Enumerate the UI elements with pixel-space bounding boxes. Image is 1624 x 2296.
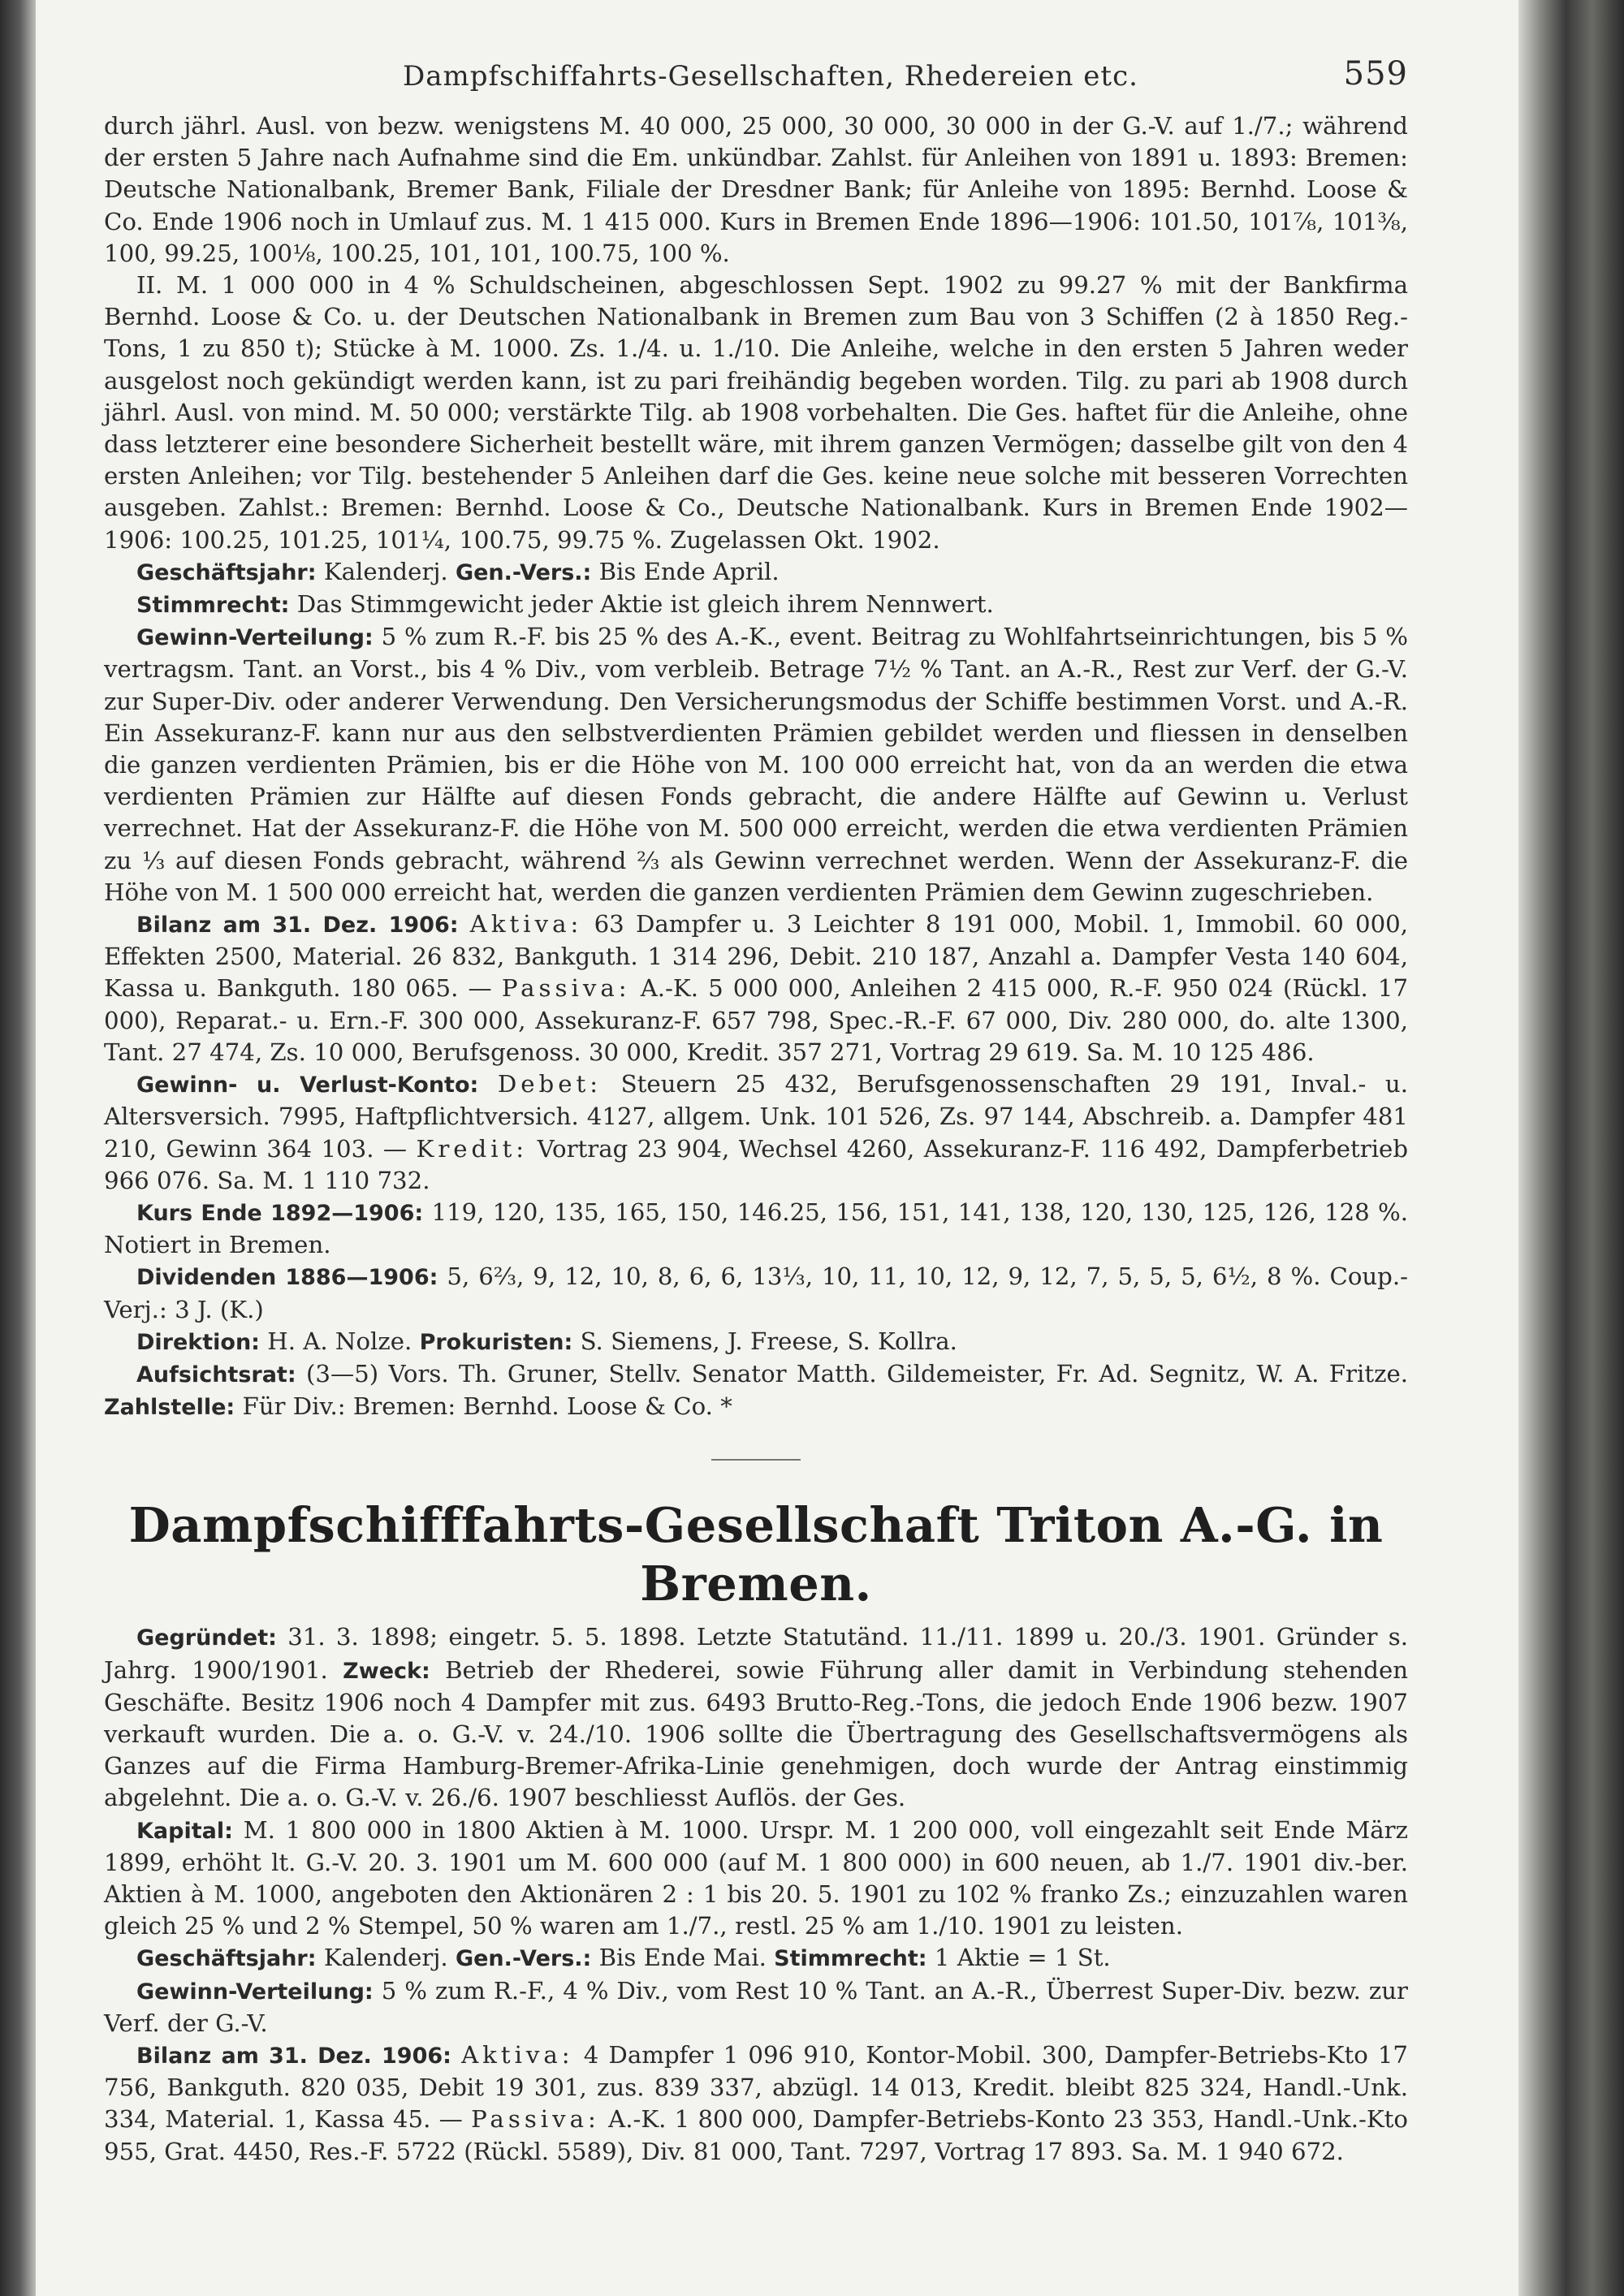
gegruendet-value: 31. 3. 1898; eingetr. 5. 5. 1898. Letzte Statutänd. 11./11. 1899 u. 20./3. 1901. Gründer s. Jahrg. 1900/1901.: [104, 1623, 1409, 1684]
stimmrecht-value: Das Stimmgewicht jeder Aktie ist gleich ihrem Nennwert.: [296, 590, 994, 619]
kapital-label: Kapital:: [136, 1818, 233, 1844]
stimmrecht-label: Stimmrecht:: [136, 593, 290, 619]
triton-geschaeftsjahr-value: Kalenderj.: [323, 1944, 448, 1972]
triton-gegruendet: [104, 1621, 1408, 1814]
page-number: 559: [1343, 55, 1408, 93]
bilanz-passiva-value: A.-K. 5 000 000, Anleihen 2 415 000, R.-F. 950 024 (Rückl. 17 000), Reparat.- u. Ern.-F. 300 000, Assekuranz-F. 657 798, Spec.-R.-F. 67 000, Div. 280 000, do. alte 1300, Tant. 27 474, Zs. 10 000, Berufsgenoss. 30 000, Kredit. 357 271, Vortrag 29 619. Sa. M. 10 125 486.: [104, 974, 1409, 1066]
prev-geschaeftsjahr: [104, 556, 1408, 589]
dividenden-value: 5, 6⅔, 9, 12, 10, 8, 6, 6, 13⅓, 10, 11, 10, 12, 9, 12, 7, 5, 5, 5, 6½, 8 %. Coup.-Verj.: 3 J. (K.): [104, 1262, 1409, 1323]
aufsichtsrat-label: Aufsichtsrat:: [136, 1362, 296, 1388]
running-title: Dampfschiffahrts-Gesellschaften, Rhedereien etc.: [403, 60, 1138, 93]
kapital-value: M. 1 800 000 in 1800 Aktien à M. 1000. Urspr. M. 1 200 000, voll eingezahlt seit Ende März 1899, erhöht lt. G.-V. 20. 3. 1901 um M. 600 000 (auf M. 1 800 000) in 600 neuen, ab 1./7. 1901 div.-ber. Aktien à M. 1000, angeboten den Aktionären 2 : 1 bis 20. 5. 1901 zu 102 % franko Zs.; einzuzahlen waren gleich 25 % und 2 % Stempel, 50 % waren am 1./7., restl. 25 % am 1./10. 1901 zu leisten.: [104, 1815, 1409, 1940]
prokuristen-value: S. Siemens, J. Freese, S. Kollra.: [580, 1327, 957, 1355]
triton-bilanz-passiva-value: A.-K. 1 800 000, Dampfer-Betriebs-Konto 23 353, Handl.-Unk.-Kto 955, Grat. 4450, Res.-F. 5722 (Rückl. 5589), Div. 81 000, Tant. 7297, Vortrag 17 893. Sa. M. 1 940 672.: [104, 2105, 1408, 2165]
prev-para-2: II. M. 1 000 000 in 4 % Schuldscheinen, abgeschlossen Sept. 1902 zu 99.27 % mit der Bankfirma Bernhd. Loose & Co. u. der Deutschen Nationalbank in Bremen zum Bau von 3 Schiffen (2 à 1850 Reg.-Tons, 1 zu 850 t); Stücke à M. 1000. Zs. 1./4. u. 1./10. Die Anleihe, welche in den ersten 5 Jahren weder ausgelost noch gekündigt werden kann, ist zu pari freihändig begeben worden. Tilg. zu pari ab 1908 durch jährl. Ausl. von mind. M. 50 000; verstärkte Tilg. ab 1908 vorbehalten. Die Ges. haftet für die Anleihe, ohne dass letzterer eine besondere Sicherheit bestellt wäre, mit ihrem ganzen Vermögen; dasselbe gilt von den 4 ersten Anleihen; vor Tilg. bestehender 5 Anleihen darf die Ges. keine neue solche mit besseren Vorrechten ausgeben. Zahlst.: Bremen: Bernhd. Loose & Co., Deutsche Nationalbank. Kurs in Bremen Ende 1902—1906: 100.25, 101.25, 101¼, 100.75, 99.75 %. Zugelassen Okt. 1902.: [104, 271, 1408, 554]
triton-bilanz-aktiva-label: Aktiva:: [461, 2040, 574, 2069]
triton-bilanz: [104, 2039, 1408, 2168]
triton-gewinn-verteilung: [104, 1975, 1408, 2039]
geschaeftsjahr-label: Geschäftsjahr:: [136, 559, 317, 585]
zweck-value: Betrieb der Rhederei, sowie Führung aller damit in Verbindung stehenden Geschäfte. Besitz 1906 noch 4 Dampfer mit zus. 6493 Brutto-Reg.-Tons, die jedoch Ende 1906 bezw. 1907 verkauft wurden. Die a. o. G.-V. v. 24./10. 1906 sollte die Übertragung des Gesellschaftsvermögens als Ganzes auf die Firma Hamburg-Bremer-Afrika-Linie genehmigen, doch wurde der Antrag einstimmig abgelehnt. Die a. o. G.-V. v. 26./6. 1907 beschliesst Auflös. der Ges.: [104, 1655, 1409, 1812]
kurs-value: 119, 120, 135, 165, 150, 146.25, 156, 151, 141, 138, 120, 130, 125, 126, 128 %. Notiert in Bremen.: [104, 1198, 1409, 1259]
guv-debet-value: Steuern 25 432, Berufsgenossenschaften 29 191, Inval.- u. Altersversich. 7995, Haftpflichtversich. 4127, allgem. Unk. 101 526, Zs. 97 144, Abschreib. a. Dampfer 481 210, Gewinn 364 103. —: [104, 1070, 1408, 1163]
guv-debet-label: Debet:: [497, 1070, 603, 1098]
page-content: [104, 54, 1408, 2168]
triton-genvers-label: Gen.-Vers.:: [455, 1946, 592, 1972]
bilanz-passiva-label: Passiva:: [501, 974, 631, 1003]
book-gutter-left: [0, 0, 36, 2296]
triton-bilanz-passiva-label: Passiva:: [471, 2105, 600, 2134]
gewinn-value: 5 % zum R.-F. bis 25 % des A.-K., event. Beitrag zu Wohlfahrtseinrichtungen, bis 5 % vertragsm. Tant. an Vorst., bis 4 % Div., vom verbleib. Betrage 7½ % Tant. an A.-R., Rest zur Verf. der G.-V. zur Super-Div. oder anderer Verwendung. Den Versicherungsmodus der Schiffe bestimmen Vorst. und A.-R. Ein Assekuranz-F. kann nur aus den selbstverdienten Prämien gebildet werden und fliessen in denselben die ganzen verdienten Prämien, bis er die Höhe von M. 100 000 erreicht hat, von da an werden die etwa verdienten Prämien zur Hälfte auf diesen Fonds gebracht, die andere Hälfte auf Gewinn u. Verlust verrechnet. Hat der Assekuranz-F. die Höhe von M. 500 000 erreicht, werden die etwa verdienten Prämien zu ⅓ auf diesen Fonds gebracht, während ⅔ als Gewinn verrechnet werden. Wenn der Assekuranz-F. die Höhe von M. 1 500 000 erreicht hat, werden die ganzen verdienten Prämien dem Gewinn zugeschrieben.: [104, 623, 1408, 906]
prev-stimmrecht: [104, 589, 1408, 621]
running-head: [104, 54, 1408, 110]
guv-label: Gewinn- u. Verlust-Konto:: [136, 1072, 479, 1098]
bilanz-aktiva-label: Aktiva:: [469, 910, 583, 939]
prev-dividenden: [104, 1261, 1408, 1325]
triton-geschaeftsjahr: [104, 1942, 1408, 1974]
guv-kredit-value: Vortrag 23 904, Wechsel 4260, Assekuranz-F. 116 492, Dampferbetrieb 966 076. Sa. M. 1 110 732.: [104, 1134, 1408, 1194]
aufsichtsrat-value: (3—5) Vors. Th. Gruner, Stellv. Senator Matth. Gildemeister, Fr. Ad. Segnitz, W. A. Fritze.: [306, 1359, 1408, 1388]
book-edge-right: [1518, 0, 1624, 2296]
triton-bilanz-aktiva-value: 4 Dampfer 1 096 910, Kontor-Mobil. 300, Dampfer-Betriebs-Kto 17 756, Bankguth. 820 035, Debit 19 301, zus. 839 337, abzügl. 14 013, Kredit. bleibt 825 324, Handl.-Unk. 334, Material. 1, Kassa 45. —: [104, 2040, 1409, 2134]
triton-gewinn-label: Gewinn-Verteilung:: [136, 1979, 374, 2005]
bilanz-aktiva-value: 63 Dampfer u. 3 Leichter 8 191 000, Mobil. 1, Immobil. 60 000, Effekten 2500, Material. 26 832, Bankguth. 1 314 296, Debit. 210 187, Anzahl a. Dampfer Vesta 140 604, Kassa u. Bankguth. 180 065. —: [104, 910, 1408, 1003]
triton-genvers-value: Bis Ende Mai.: [598, 1944, 767, 1972]
bilanz-label: Bilanz am 31. Dez. 1906:: [136, 913, 459, 939]
prev-para-1: durch jährl. Ausl. von bezw. wenigstens M. 40 000, 25 000, 30 000, 30 000 in der G.-V. auf 1./7.; während der ersten 5 Jahre nach Aufnahme sind die Em. unkündbar. Zahlst. für Anleihen von 1891 u. 1893: Bremen: Deutsche Nationalbank, Bremer Bank, Filiale der Dresdner Bank; für Anleihe von 1895: Bernhd. Loose & Co. Ende 1906 noch in Umlauf zus. M. 1 415 000. Kurs in Bremen Ende 1896—1906: 101.50, 101⅞, 101⅜, 100, 99.25, 100⅛, 100.25, 101, 101, 100.75, 100 %.: [104, 112, 1408, 267]
prev-gewinn-verlust: [104, 1068, 1408, 1197]
triton-stimmrecht-value: 1 Aktie = 1 St.: [934, 1944, 1111, 1972]
dividenden-label: Dividenden 1886—1906:: [136, 1265, 438, 1291]
section-title-triton: Dampfschifffahrts-Gesellschaft Triton A.-G. in Bremen.: [128, 1497, 1384, 1612]
prev-direktion: [104, 1326, 1408, 1358]
triton-stimmrecht-label: Stimmrecht:: [774, 1946, 927, 1972]
prev-gewinn-verteilung: [104, 621, 1408, 908]
section-divider: [711, 1459, 801, 1461]
gewinn-label: Gewinn-Verteilung:: [136, 625, 374, 651]
triton-geschaeftsjahr-label: Geschäftsjahr:: [136, 1946, 317, 1972]
triton-gewinn-value: 5 % zum R.-F., 4 % Div., vom Rest 10 % Tant. an A.-R., Überrest Super-Div. bezw. zur Verf. der G.-V.: [104, 1976, 1408, 2037]
triton-kapital: [104, 1815, 1408, 1943]
kurs-label: Kurs Ende 1892—1906:: [136, 1200, 424, 1226]
prokuristen-label: Prokuristen:: [419, 1329, 573, 1355]
gegruendet-label: Gegründet:: [136, 1625, 277, 1651]
direktion-label: Direktion:: [136, 1329, 260, 1355]
zahlstelle-label: Zahlstelle:: [104, 1395, 235, 1421]
geschaeftsjahr-value: Kalenderj.: [323, 557, 448, 585]
prev-aufsichtsrat: [104, 1358, 1408, 1423]
prev-bilanz: [104, 908, 1408, 1068]
direktion-value: H. A. Nolze.: [267, 1327, 412, 1355]
guv-kredit-label: Kredit:: [416, 1134, 529, 1163]
zweck-label: Zweck:: [343, 1658, 430, 1684]
genvers-label: Gen.-Vers.:: [455, 559, 592, 585]
genvers-value: Bis Ende April.: [598, 557, 780, 585]
zahlstelle-value: Für Div.: Bremen: Bernhd. Loose & Co. *: [242, 1392, 732, 1421]
triton-bilanz-label: Bilanz am 31. Dez. 1906:: [136, 2043, 451, 2069]
prev-kurs: [104, 1197, 1408, 1261]
